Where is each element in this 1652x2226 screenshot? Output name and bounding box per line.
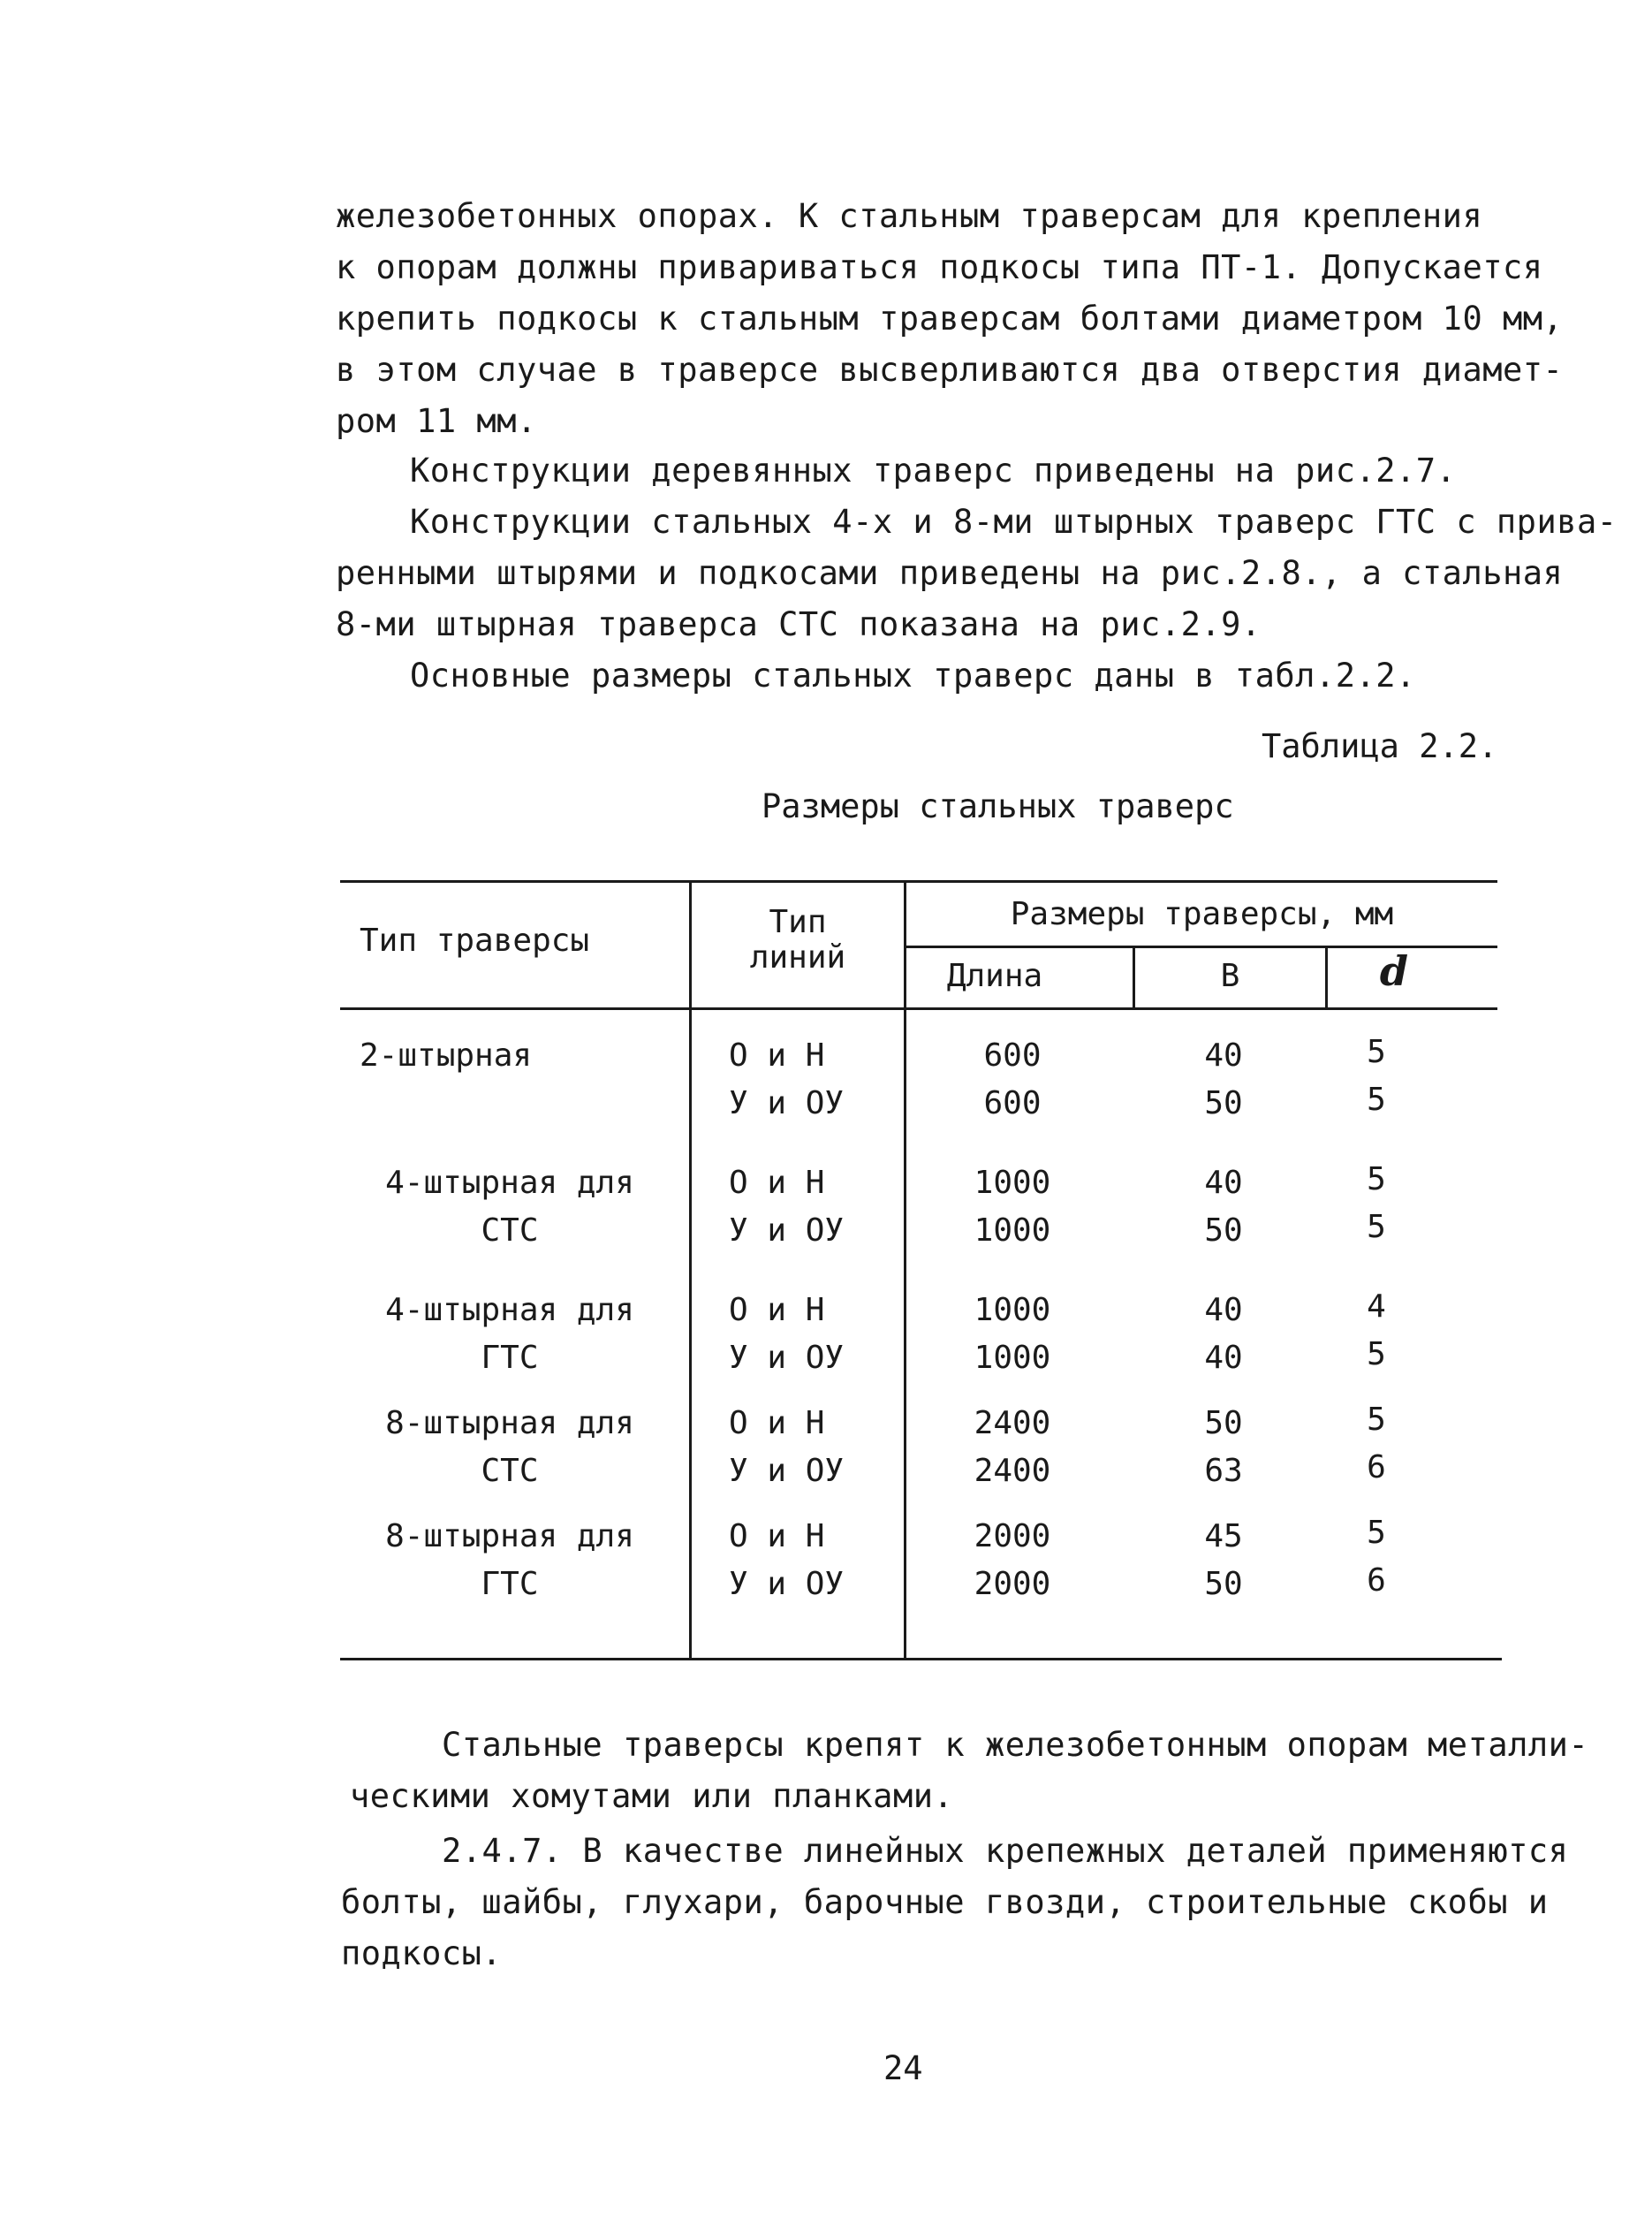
header-line-type [692, 905, 904, 976]
d-cell: 4 [1367, 1288, 1386, 1325]
b-cell: 50 [1204, 1212, 1243, 1249]
table-top-rule [340, 880, 1497, 883]
type-cell: ГТС [481, 1340, 539, 1376]
text-line: 8-ми штырная траверса СТС показана на рис.2.9. [336, 605, 1262, 643]
text-line: Стальные траверсы крепят к железобетонным опорам металли- [442, 1726, 1589, 1764]
b-cell: 63 [1204, 1453, 1243, 1489]
header-bottom-rule [340, 1007, 1497, 1010]
d-cell: 5 [1367, 1336, 1386, 1372]
d-cell: 6 [1367, 1449, 1386, 1485]
line-cell: О и Н [729, 1292, 825, 1328]
d-cell: 5 [1367, 1034, 1386, 1070]
type-cell: СТС [481, 1453, 539, 1489]
d-cell: 5 [1367, 1402, 1386, 1438]
header-d: d [1379, 947, 1409, 995]
length-cell: 1000 [974, 1212, 1051, 1249]
line-cell: У и ОУ [729, 1085, 845, 1121]
text-line: подкосы. [341, 1934, 503, 1972]
header-b: В [1220, 958, 1240, 994]
b-cell: 50 [1204, 1566, 1243, 1602]
d-cell: 5 [1367, 1209, 1386, 1245]
text-line: 2.4.7. В качестве линейных крепежных деталей применяются [442, 1832, 1569, 1870]
text-line: Конструкции стальных 4-х и 8-ми штырных траверс ГТС с прива- [410, 503, 1618, 541]
length-cell: 1000 [974, 1340, 1051, 1376]
line-cell: О и Н [729, 1165, 825, 1201]
line-cell: У и ОУ [729, 1212, 845, 1249]
type-cell: ГТС [481, 1566, 539, 1602]
dimensions-table [340, 880, 1502, 1675]
type-cell: 8-штырная для [385, 1405, 634, 1441]
text-line: ческими хомутами или планками. [350, 1777, 954, 1815]
d-cell: 5 [1367, 1515, 1386, 1551]
length-cell: 1000 [974, 1292, 1051, 1328]
table-bottom-rule [340, 1658, 1502, 1660]
b-cell: 50 [1204, 1085, 1243, 1121]
type-cell: 2-штырная [360, 1037, 533, 1074]
header-type: Тип траверсы [360, 923, 590, 959]
table-title: Размеры стальных траверс [762, 787, 1234, 825]
table-label: Таблица 2.2. [1262, 727, 1498, 765]
line-cell: О и Н [729, 1037, 825, 1074]
line-cell: У и ОУ [729, 1566, 845, 1602]
type-cell: 4-штырная для [385, 1292, 634, 1328]
d-cell: 5 [1367, 1161, 1386, 1197]
header-line-type-1: Тип [769, 904, 827, 940]
line-cell: У и ОУ [729, 1340, 845, 1376]
text-line: железобетонных опорах. К стальным траверсам для крепления [336, 197, 1483, 235]
length-cell: 1000 [974, 1165, 1051, 1201]
type-cell: 8-штырная для [385, 1518, 634, 1554]
header-length: Длина [946, 958, 1043, 994]
d-cell: 6 [1367, 1562, 1386, 1599]
length-cell: 2000 [974, 1566, 1051, 1602]
text-line: Основные размеры стальных траверс даны в табл.2.2. [410, 657, 1416, 695]
header-line-type-2: линий [749, 939, 846, 976]
length-cell: 2400 [974, 1453, 1051, 1489]
b-cell: 50 [1204, 1405, 1243, 1441]
text-line: ром 11 мм. [336, 402, 537, 440]
b-cell: 40 [1204, 1292, 1243, 1328]
text-line: крепить подкосы к стальным траверсам болтами диаметром 10 мм, [336, 300, 1564, 338]
header-dimensions: Размеры траверсы, мм [1010, 896, 1394, 932]
length-cell: 600 [983, 1037, 1042, 1074]
text-line: болты, шайбы, глухари, барочные гвозди, строительные скобы и [341, 1883, 1549, 1921]
text-line: Конструкции деревянных траверс приведены на рис.2.7. [410, 452, 1457, 490]
b-cell: 45 [1204, 1518, 1243, 1554]
text-line: ренными штырями и подкосами приведены на рис.2.8., а стальная [336, 554, 1564, 592]
type-cell: СТС [481, 1212, 539, 1249]
length-cell: 600 [983, 1085, 1042, 1121]
length-cell: 2000 [974, 1518, 1051, 1554]
b-cell: 40 [1204, 1165, 1243, 1201]
b-cell: 40 [1204, 1037, 1243, 1074]
line-cell: О и Н [729, 1405, 825, 1441]
b-cell: 40 [1204, 1340, 1243, 1376]
type-cell: 4-штырная для [385, 1165, 634, 1201]
d-cell: 5 [1367, 1082, 1386, 1118]
col-rule-1 [689, 880, 692, 1660]
length-cell: 2400 [974, 1405, 1051, 1441]
text-line: в этом случае в траверсе высверливаются два отверстия диамет- [336, 351, 1564, 389]
line-cell: У и ОУ [729, 1453, 845, 1489]
line-cell: О и Н [729, 1518, 825, 1554]
page-number: 24 [883, 2049, 923, 2087]
text-line: к опорам должны привариваться подкосы типа ПТ-1. Допускается [336, 248, 1543, 286]
